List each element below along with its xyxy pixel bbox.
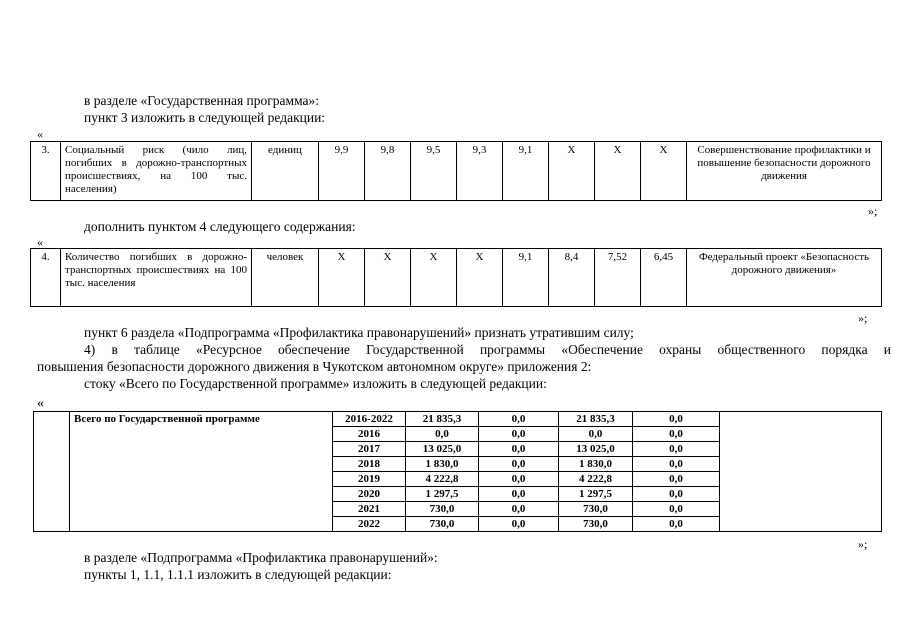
program-cell: Федеральный проект «Безопасность дорожного движения» bbox=[687, 249, 882, 307]
value-cell: 9,9 bbox=[319, 142, 365, 201]
instruction-points-1: пункты 1, 1.1, 1.1.1 изложить в следующей редакции: bbox=[84, 567, 392, 582]
other-cell: 0,0 bbox=[633, 517, 720, 532]
other-cell: 0,0 bbox=[633, 502, 720, 517]
total-cell: 730,0 bbox=[406, 502, 479, 517]
value-cell: X bbox=[411, 249, 457, 307]
year-cell: 2020 bbox=[333, 487, 406, 502]
close-quote: »; bbox=[858, 311, 868, 325]
section-heading-subprogram: в разделе «Подпрограмма «Профилактика правонарушений»: bbox=[84, 550, 438, 565]
total-cell: 13 025,0 bbox=[406, 442, 479, 457]
resource-table bbox=[33, 411, 882, 532]
value-cell: 9,1 bbox=[503, 249, 549, 307]
instruction-row-total: стоку «Всего по Государственной программе» изложить в следующей редакции: bbox=[84, 376, 547, 391]
unit-cell: человек bbox=[252, 249, 319, 307]
total-cell: 4 222,8 bbox=[406, 472, 479, 487]
other-cell: 0,0 bbox=[633, 457, 720, 472]
other-cell: 0,0 bbox=[633, 412, 720, 427]
federal-cell: 0,0 bbox=[479, 427, 559, 442]
value-cell: 6,45 bbox=[641, 249, 687, 307]
value-cell: X bbox=[457, 249, 503, 307]
value-cell: X bbox=[549, 142, 595, 201]
value-cell: X bbox=[319, 249, 365, 307]
year-cell: 2021 bbox=[333, 502, 406, 517]
other-cell: 0,0 bbox=[633, 427, 720, 442]
year-cell: 2016-2022 bbox=[333, 412, 406, 427]
value-cell: 9,3 bbox=[457, 142, 503, 201]
other-cell: 0,0 bbox=[633, 487, 720, 502]
regional-cell: 1 830,0 bbox=[559, 457, 633, 472]
program-cell: Совершенствование профилактики и повышение безопасности дорожного движения bbox=[687, 142, 882, 201]
value-cell: X bbox=[641, 142, 687, 201]
indicator-name: Количество погибших в дорожно-транспортных происшествиях на 100 тыс. населения bbox=[61, 249, 252, 307]
instruction-add-item-4: дополнить пунктом 4 следующего содержания: bbox=[84, 219, 356, 234]
indicator-name: Социальный риск (чило лиц, погибших в дорожно-транспортных происшествиях, на 100 тыс. населения) bbox=[61, 142, 252, 201]
other-cell: 0,0 bbox=[633, 442, 720, 457]
empty-cell bbox=[720, 412, 882, 532]
total-cell: 1 297,5 bbox=[406, 487, 479, 502]
federal-cell: 0,0 bbox=[479, 412, 559, 427]
open-quote: « bbox=[37, 396, 44, 411]
empty-cell bbox=[34, 412, 70, 532]
indicator-table-item-3 bbox=[30, 141, 882, 201]
year-cell: 2022 bbox=[333, 517, 406, 532]
regional-cell: 13 025,0 bbox=[559, 442, 633, 457]
close-quote: »; bbox=[858, 537, 868, 551]
federal-cell: 0,0 bbox=[479, 502, 559, 517]
value-cell: X bbox=[365, 249, 411, 307]
indicator-table-item-4 bbox=[30, 248, 882, 307]
value-cell: 9,1 bbox=[503, 142, 549, 201]
instruction-point-4: 4) в таблице «Ресурсное обеспечение Государственной программы «Обеспечение охраны общественного порядка и bbox=[84, 342, 891, 357]
instruction-point-4-continued: повышения безопасности дорожного движения в Чукотском автономном округе» приложения 2: bbox=[37, 359, 592, 374]
regional-cell: 730,0 bbox=[559, 502, 633, 517]
federal-cell: 0,0 bbox=[479, 517, 559, 532]
federal-cell: 0,0 bbox=[479, 442, 559, 457]
close-quote: »; bbox=[868, 204, 878, 218]
regional-cell: 730,0 bbox=[559, 517, 633, 532]
total-cell: 0,0 bbox=[406, 427, 479, 442]
total-cell: 21 835,3 bbox=[406, 412, 479, 427]
row-number: 4. bbox=[31, 249, 61, 307]
total-cell: 1 830,0 bbox=[406, 457, 479, 472]
other-cell: 0,0 bbox=[633, 472, 720, 487]
row-label: Всего по Государственной программе bbox=[70, 412, 333, 532]
instruction-item-6-void: пункт 6 раздела «Подпрограмма «Профилактика правонарушений» признать утратившим силу; bbox=[84, 325, 634, 340]
total-cell: 730,0 bbox=[406, 517, 479, 532]
value-cell: 9,5 bbox=[411, 142, 457, 201]
regional-cell: 21 835,3 bbox=[559, 412, 633, 427]
federal-cell: 0,0 bbox=[479, 472, 559, 487]
instruction-item-3: пункт 3 изложить в следующей редакции: bbox=[84, 110, 326, 125]
year-cell: 2017 bbox=[333, 442, 406, 457]
open-quote: « bbox=[37, 235, 43, 249]
federal-cell: 0,0 bbox=[479, 457, 559, 472]
federal-cell: 0,0 bbox=[479, 487, 559, 502]
year-cell: 2018 bbox=[333, 457, 406, 472]
row-number: 3. bbox=[31, 142, 61, 201]
year-cell: 2016 bbox=[333, 427, 406, 442]
regional-cell: 0,0 bbox=[559, 427, 633, 442]
value-cell: 9,8 bbox=[365, 142, 411, 201]
section-heading-state-program: в разделе «Государственная программа»: bbox=[84, 93, 320, 108]
open-quote: « bbox=[37, 127, 43, 141]
unit-cell: единиц bbox=[252, 142, 319, 201]
value-cell: 7,52 bbox=[595, 249, 641, 307]
year-cell: 2019 bbox=[333, 472, 406, 487]
value-cell: 8,4 bbox=[549, 249, 595, 307]
value-cell: X bbox=[595, 142, 641, 201]
regional-cell: 1 297,5 bbox=[559, 487, 633, 502]
regional-cell: 4 222,8 bbox=[559, 472, 633, 487]
